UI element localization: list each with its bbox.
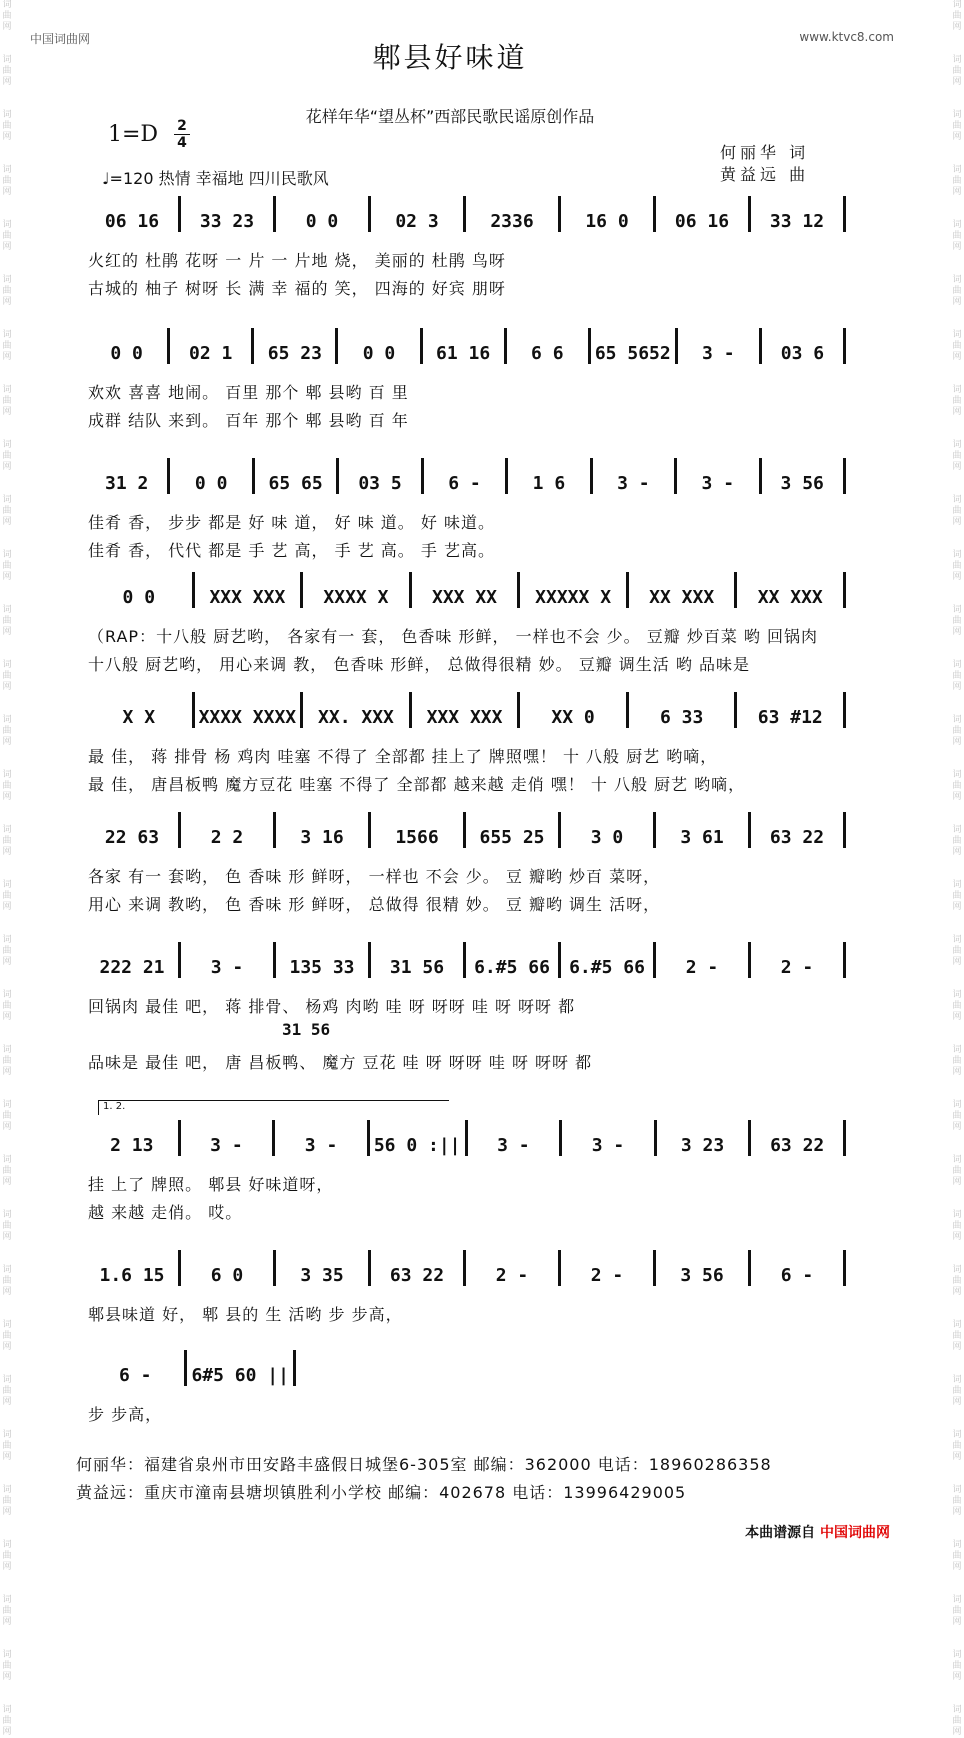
- measure: 135 33: [289, 957, 355, 978]
- barline: [843, 942, 846, 978]
- measure: XXXXX X: [535, 587, 612, 608]
- watermark-text: 词曲网: [2, 1265, 12, 1297]
- barline: [368, 1250, 371, 1286]
- measure: XXX XXX: [426, 707, 503, 728]
- barline: [653, 1250, 656, 1286]
- measure: 6 33: [660, 707, 704, 728]
- watermark-text: 词曲网: [952, 935, 962, 967]
- barline: [421, 458, 424, 494]
- measure: 3 -: [304, 1135, 338, 1156]
- measure: XX XXX: [649, 587, 715, 608]
- watermark-text: 词曲网: [2, 1705, 12, 1737]
- lyric-line: 郫县味道 好， 郫 县的 生 活哟 步 步高，: [88, 1305, 403, 1324]
- watermark-text: 词曲网: [952, 440, 962, 472]
- measure: 61 16: [436, 343, 491, 364]
- barline: [192, 572, 195, 608]
- measure: 02 1: [189, 343, 233, 364]
- barline: [674, 458, 677, 494]
- barline: [843, 196, 846, 232]
- measure: XXXX XXXX: [198, 707, 297, 728]
- barline: [184, 1350, 187, 1386]
- measure: 31 2: [105, 473, 149, 494]
- watermark-text: 词曲网: [2, 935, 12, 967]
- measure: 655 25: [479, 827, 545, 848]
- watermark-text: 词曲网: [2, 1155, 12, 1187]
- barline: [293, 1350, 296, 1386]
- measure: 3 56: [780, 473, 824, 494]
- watermark-text: 词曲网: [2, 330, 12, 362]
- measure: 3 -: [591, 1135, 625, 1156]
- watermark-text: 词曲网: [2, 880, 12, 912]
- lyric-line: 佳肴 香， 步步 都是 好 味 道， 好 味 道。 好 味道。: [88, 513, 495, 532]
- barline: [300, 692, 303, 728]
- measure: 6.#5 66: [474, 957, 550, 978]
- barline: [272, 1120, 275, 1156]
- watermark-text: 词曲网: [952, 495, 962, 527]
- barline: [748, 1120, 751, 1156]
- notation-system: [90, 458, 850, 494]
- watermark-text: 词曲网: [952, 1430, 962, 1462]
- measure: 0 0: [110, 343, 143, 364]
- measure: 63 22: [389, 1265, 445, 1286]
- measure: 0 0: [194, 473, 228, 494]
- notation-system: [90, 1120, 850, 1156]
- watermark-text: 词曲网: [952, 1155, 962, 1187]
- key-signature: 1=D: [108, 122, 159, 147]
- lyric-line: 古城的 柚子 树呀 长 满 幸 福的 笑， 四海的 好宾 朋呀: [88, 279, 506, 298]
- measure: 2 -: [495, 1265, 529, 1286]
- measure: 3 56: [680, 1265, 724, 1286]
- watermark-text: 词曲网: [952, 605, 962, 637]
- measure: 2 2: [210, 827, 244, 848]
- barline: [463, 1250, 466, 1286]
- measure: 03 6: [780, 343, 825, 364]
- barline: [590, 458, 593, 494]
- measure: 6 0: [210, 1265, 244, 1286]
- barline: [167, 458, 170, 494]
- measure: 6#5 60 ||: [191, 1365, 289, 1386]
- barline: [759, 458, 762, 494]
- composer-contact: 黄益远：重庆市潼南县塘坝镇胜利小学校 邮编：402678 电话：13996429005: [76, 1483, 687, 1502]
- measure: 6 6: [531, 343, 564, 364]
- lyric-line: 各家 有一 套哟， 色 香味 形 鲜呀， 一样也 不会 少。 豆 瓣哟 炒百 菜呀，: [88, 867, 661, 886]
- watermark-text: 词曲网: [952, 1320, 962, 1352]
- measure: 2336: [490, 211, 534, 232]
- barline: [409, 692, 412, 728]
- watermark-text: 词曲网: [2, 1375, 12, 1407]
- watermark-text: 词曲网: [952, 385, 962, 417]
- barline: [463, 196, 466, 232]
- measure: 0 0: [362, 343, 396, 364]
- measure: XXX XXX: [209, 587, 286, 608]
- barline: [409, 572, 412, 608]
- watermark-text: 词曲网: [2, 550, 12, 582]
- barline: [504, 328, 507, 364]
- measure: 22 63: [104, 827, 160, 848]
- barline: [463, 812, 466, 848]
- watermark-text: 词曲网: [2, 715, 12, 747]
- site-url-right: www.ktvc8.com: [799, 30, 894, 44]
- watermark-text: 词曲网: [2, 990, 12, 1022]
- watermark-text: 词曲网: [952, 1540, 962, 1572]
- barline: [843, 692, 846, 728]
- measure: 06 16: [674, 211, 730, 232]
- watermark-text: 词曲网: [2, 0, 12, 32]
- measure: 3 35: [300, 1265, 344, 1286]
- barline: [252, 458, 255, 494]
- measure: 3 -: [617, 473, 650, 494]
- barline: [273, 196, 276, 232]
- watermark-text: 词曲网: [2, 825, 12, 857]
- barline: [734, 572, 737, 608]
- watermark-text: 词曲网: [952, 825, 962, 857]
- measure: 56 0 :||: [373, 1135, 461, 1156]
- watermark-text: 词曲网: [2, 1100, 12, 1132]
- watermark-text: 词曲网: [2, 385, 12, 417]
- watermark-text: 词曲网: [2, 770, 12, 802]
- notation-system: [90, 572, 850, 608]
- measure: 63 22: [769, 827, 825, 848]
- barline: [300, 572, 303, 608]
- measure: 222 21: [99, 957, 165, 978]
- barline: [368, 812, 371, 848]
- barline: [559, 1120, 562, 1156]
- barline: [675, 328, 678, 364]
- watermark-text: 词曲网: [952, 1210, 962, 1242]
- barline: [759, 328, 762, 364]
- measure: 3 16: [300, 827, 344, 848]
- site-name-left: 中国词曲网: [30, 32, 91, 46]
- measure: 1 6: [532, 473, 566, 494]
- watermark-text: 词曲网: [2, 1485, 12, 1517]
- measure: 06 16: [104, 211, 160, 232]
- barline: [178, 1120, 181, 1156]
- barline: [273, 1250, 276, 1286]
- measure: 63 #12: [757, 707, 823, 728]
- measure: XXXX X: [323, 587, 389, 608]
- measure: 65 65: [268, 473, 323, 494]
- watermark-text: 词曲网: [952, 1375, 962, 1407]
- lyric-line: 用心 来调 教哟， 色 香味 形 鲜呀， 总做得 很精 妙。 豆 瓣哟 调生 活呀，: [88, 895, 661, 914]
- watermark-text: 词曲网: [952, 880, 962, 912]
- lyric-line: 挂 上了 牌照。 郫县 好味道呀，: [88, 1175, 334, 1194]
- notation-system: [90, 692, 850, 728]
- barline: [734, 692, 737, 728]
- measure: 3 23: [680, 1135, 725, 1156]
- lyric-line: 成群 结队 来到。 百年 那个 郫 县哟 百 年: [88, 411, 409, 430]
- barline: [368, 942, 371, 978]
- measure: 03 5: [358, 473, 402, 494]
- barline: [368, 196, 371, 232]
- barline: [843, 328, 846, 364]
- lyric-line: 佳肴 香， 代代 都是 手 艺 高， 手 艺 高。 手 艺高。: [88, 541, 495, 560]
- alternate-notes: 31 56: [282, 1020, 331, 1039]
- watermark-text: 词曲网: [952, 770, 962, 802]
- measure: 2 -: [590, 1265, 624, 1286]
- measure: X X: [122, 707, 156, 728]
- watermark-text: 词曲网: [952, 550, 962, 582]
- measure: 3 -: [702, 343, 735, 364]
- barline: [465, 1120, 468, 1156]
- watermark-text: 词曲网: [2, 1595, 12, 1627]
- watermark-text: 词曲网: [2, 1210, 12, 1242]
- watermark-text: 词曲网: [2, 1320, 12, 1352]
- barline: [843, 572, 846, 608]
- barline: [626, 572, 629, 608]
- barline: [192, 692, 195, 728]
- barline: [558, 812, 561, 848]
- measure: 65 5652: [594, 343, 671, 364]
- measure: 1566: [395, 827, 439, 848]
- watermark-text: 词曲网: [2, 165, 12, 197]
- measure: XX XXX: [757, 587, 823, 608]
- notation-system: [90, 1250, 850, 1286]
- measure: 33 23: [199, 211, 255, 232]
- measure: 63 22: [770, 1135, 825, 1156]
- time-signature: [174, 118, 190, 151]
- barline: [748, 196, 751, 232]
- measure: 16 0: [585, 211, 629, 232]
- barline: [367, 1120, 370, 1156]
- watermark-text: 词曲网: [952, 220, 962, 252]
- lyric-line: 欢欢 喜喜 地闹。 百里 那个 郫 县哟 百 里: [88, 383, 409, 402]
- watermark-text: 词曲网: [952, 330, 962, 362]
- watermark-text: 词曲网: [2, 55, 12, 87]
- measure: 65 23: [267, 343, 322, 364]
- measure: 2 13: [110, 1135, 154, 1156]
- barline: [748, 942, 751, 978]
- measure: 0 0: [305, 211, 339, 232]
- left-watermark-strip: [0, 0, 14, 1737]
- watermark-text: 词曲网: [952, 1595, 962, 1627]
- lyricist-contact: 何丽华：福建省泉州市田安路丰盛假日城堡6-305室 邮编：362000 电话：18960286358: [76, 1455, 772, 1474]
- barline: [843, 1120, 846, 1156]
- measure: 33 12: [769, 211, 825, 232]
- barline: [251, 328, 254, 364]
- barline: [843, 458, 846, 494]
- barline: [748, 812, 751, 848]
- watermark-text: 词曲网: [952, 1100, 962, 1132]
- barline: [420, 328, 423, 364]
- watermark-text: 词曲网: [2, 605, 12, 637]
- measure: 3 0: [590, 827, 624, 848]
- barline: [463, 942, 466, 978]
- watermark-text: 词曲网: [952, 0, 962, 32]
- lyric-line: 步 步高，: [88, 1405, 163, 1424]
- measure: XX. XXX: [318, 707, 394, 728]
- measure: 6.#5 66: [569, 957, 645, 978]
- barline: [336, 458, 339, 494]
- watermark-text: 词曲网: [952, 1650, 962, 1682]
- barline: [558, 942, 561, 978]
- watermark-text: 词曲网: [952, 55, 962, 87]
- song-title: 郫县好味道: [372, 41, 528, 74]
- lyric-line: 回锅肉 最佳 吧， 蒋 排骨、 杨鸡 肉哟 哇 呀 呀呀 哇 呀 呀呀 都: [88, 997, 576, 1016]
- barline: [558, 1250, 561, 1286]
- measure: 3 -: [701, 473, 735, 494]
- measure: 2 -: [685, 957, 719, 978]
- measure: XXX XX: [432, 587, 498, 608]
- lyric-line: 最 佳， 唐昌板鸭 魔方豆花 哇塞 不得了 全部都 越来越 走俏 嘿！ 十 八般 厨艺 哟嘀，: [88, 775, 746, 794]
- source-note: [745, 1522, 890, 1542]
- measure: 6 -: [780, 1265, 814, 1286]
- watermark-text: 词曲网: [2, 220, 12, 252]
- source-label: 本曲谱源自: [745, 1525, 816, 1541]
- barline: [273, 942, 276, 978]
- watermark-text: 词曲网: [952, 715, 962, 747]
- time-signature-top: 2: [174, 118, 190, 135]
- measure: 0 0: [122, 587, 156, 608]
- notation-system: [90, 196, 850, 232]
- composer-credit: 黄益远 曲: [720, 165, 810, 184]
- barline: [843, 1250, 846, 1286]
- source-brand: 中国词曲网: [820, 1525, 890, 1541]
- lyric-line: 越 来越 走俏。 哎。: [88, 1203, 243, 1222]
- volta-bracket: 1. 2.: [98, 1100, 449, 1115]
- lyric-line: 品味是 最佳 吧， 唐 昌板鸭、 魔方 豆花 哇 呀 呀呀 哇 呀 呀呀 都: [88, 1053, 593, 1072]
- barline: [653, 196, 656, 232]
- barline: [178, 812, 181, 848]
- watermark-text: 词曲网: [2, 275, 12, 307]
- measure: 3 -: [210, 957, 244, 978]
- lyric-line: 最 佳， 蒋 排骨 杨 鸡肉 哇塞 不得了 全部都 挂上了 牌照嘿！ 十 八般 厨艺 哟嘀，: [88, 747, 718, 766]
- watermark-text: 词曲网: [952, 110, 962, 142]
- measure: 2 -: [780, 957, 814, 978]
- barline: [517, 692, 520, 728]
- notation-system: [90, 942, 850, 978]
- lyric-line: 火红的 杜鹃 花呀 一 片 一 片地 烧， 美丽的 杜鹃 鸟呀: [88, 251, 506, 270]
- measure: 3 61: [680, 827, 724, 848]
- barline: [653, 942, 656, 978]
- watermark-text: 词曲网: [952, 165, 962, 197]
- measure: 31 56: [389, 957, 445, 978]
- watermark-text: 词曲网: [2, 495, 12, 527]
- barline: [335, 328, 338, 364]
- watermark-text: 词曲网: [952, 275, 962, 307]
- watermark-text: 词曲网: [2, 1045, 12, 1077]
- measure: XX 0: [551, 707, 595, 728]
- barline: [273, 812, 276, 848]
- barline: [843, 812, 846, 848]
- barline: [517, 572, 520, 608]
- song-subtitle: 花样年华“望丛杯”西部民歌民谣原创作品: [305, 107, 595, 126]
- watermark-text: 词曲网: [952, 1045, 962, 1077]
- time-signature-bottom: 4: [177, 135, 187, 151]
- barline: [558, 196, 561, 232]
- barline: [178, 1250, 181, 1286]
- watermark-text: 词曲网: [2, 440, 12, 472]
- barline: [626, 692, 629, 728]
- notation-system: [90, 812, 850, 848]
- watermark-text: 词曲网: [2, 1430, 12, 1462]
- measure: 3 -: [210, 1135, 243, 1156]
- watermark-text: 词曲网: [952, 1265, 962, 1297]
- barline: [167, 328, 170, 364]
- barline: [653, 812, 656, 848]
- barline: [588, 328, 591, 364]
- watermark-text: 词曲网: [952, 660, 962, 692]
- watermark-text: 词曲网: [2, 660, 12, 692]
- measure: 02 3: [395, 211, 439, 232]
- barline: [178, 942, 181, 978]
- watermark-text: 词曲网: [2, 110, 12, 142]
- tempo-marking: ♩=120 热情 幸福地 四川民歌风: [102, 169, 329, 188]
- watermark-text: 词曲网: [2, 1540, 12, 1572]
- barline: [505, 458, 508, 494]
- watermark-text: 词曲网: [2, 1650, 12, 1682]
- lyric-line: 十八般 厨艺哟， 用心来调 教， 色香味 形鲜， 总做得很精 妙。 豆瓣 调生活 哟 品味是: [88, 655, 750, 674]
- barline: [654, 1120, 657, 1156]
- lyric-line: （RAP：十八般 厨艺哟， 各家有一 套， 色香味 形鲜， 一样也不会 少。 豆瓣 炒百菜 哟 回锅肉: [88, 627, 819, 646]
- barline: [178, 196, 181, 232]
- watermark-text: 词曲网: [952, 1705, 962, 1737]
- right-watermark-strip: [950, 0, 964, 1737]
- measure: 1.6 15: [99, 1265, 165, 1286]
- measure: 6 -: [118, 1365, 152, 1386]
- watermark-text: 词曲网: [952, 1485, 962, 1517]
- lyricist-credit: 何丽华 词: [720, 143, 810, 162]
- watermark-text: 词曲网: [952, 990, 962, 1022]
- barline: [748, 1250, 751, 1286]
- measure: 6 -: [448, 473, 481, 494]
- measure: 3 -: [497, 1135, 530, 1156]
- notation-system: [90, 328, 850, 364]
- notation-system: [90, 1350, 300, 1386]
